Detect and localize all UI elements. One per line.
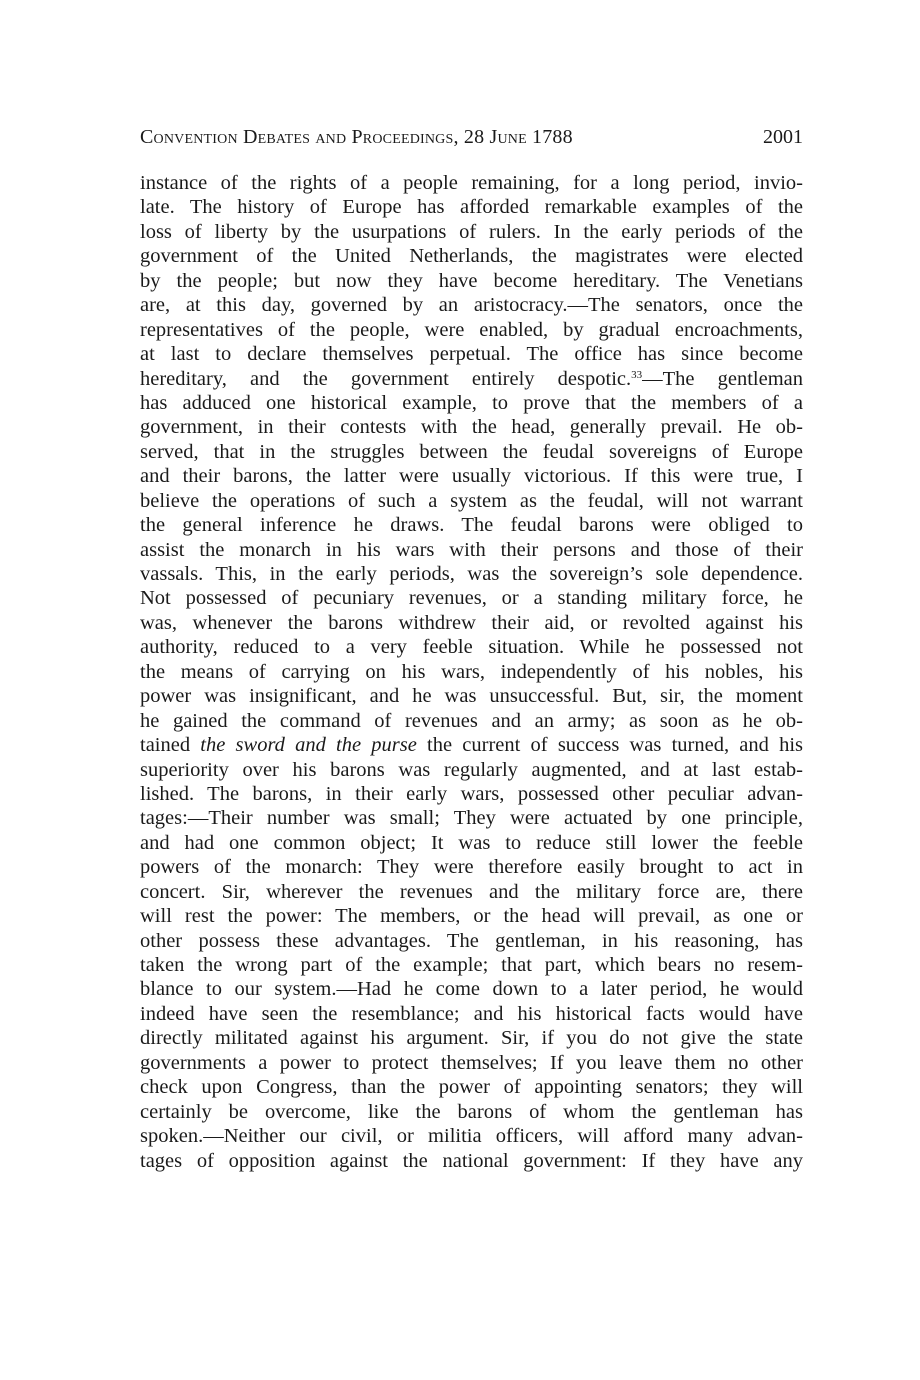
text-line: and their barons, the latter were usually victorious. If this were true, I (140, 465, 803, 488)
text-segment: tained (140, 734, 201, 757)
text-line: the means of carrying on his wars, independently of his nobles, his (140, 660, 803, 683)
text-line: taken the wrong part of the example; that part, which bears no resem- (140, 954, 803, 976)
text-line: assist the monarch in his wars with their persons and those of their (140, 538, 803, 561)
text-segment: the current of success was turned, and his (416, 734, 803, 757)
text-line: tages:—Their number was small; They were actuated by one principle, (140, 807, 803, 830)
text-line: certainly be overcome, like the barons of whom the gentleman has (140, 1100, 803, 1123)
footnote-reference: 33 (631, 368, 643, 381)
text-line: has adduced one historical example, to prove that the members of a (140, 391, 803, 414)
text-line: government, in their contests with the head, generally prevail. He ob- (140, 416, 803, 439)
text-line: authority, reduced to a very feeble situation. While he possessed not (140, 636, 803, 659)
text-line: lished. The barons, in their early wars, possessed other peculiar advan- (140, 782, 803, 805)
text-line: the general inference he draws. The feudal barons were obliged to (140, 514, 803, 537)
text-line: late. The history of Europe has afforded remarkable examples of the (140, 196, 803, 219)
text-line: other possess these advantages. The gentleman, in his reasoning, has (140, 929, 803, 952)
text-segment: hereditary, and the government entirely despotic. (140, 367, 632, 390)
text-line: superiority over his barons was regularly augmented, and at last estab- (140, 758, 803, 781)
italic-phrase: the sword and the purse (200, 734, 417, 757)
text-line: by the people; but now they have become hereditary. The Venetians (140, 269, 803, 292)
text-line: Not possessed of pecuniary revenues, or a standing military force, he (140, 587, 803, 610)
text-line: will rest the power: The members, or the head will prevail, as one or (140, 905, 803, 928)
text-line: was, whenever the barons withdrew their aid, or revolted against his (140, 611, 803, 634)
text-line: check upon Congress, than the power of appointing senators; they will (140, 1076, 803, 1099)
text-line: instance of the rights of a people remaining, for a long period, invio- (140, 172, 803, 194)
text-line (140, 733, 803, 757)
text-segment: —The gentleman (642, 367, 803, 390)
running-head-title: Convention Debates and Proceedings, 28 June 1788 (140, 126, 573, 148)
text-line: directly militated against his argument. Sir, if you do not give the state (140, 1027, 803, 1050)
text-line: at last to declare themselves perpetual. The office has since become (140, 343, 803, 366)
text-line: he gained the command of revenues and an army; as soon as he ob- (140, 709, 803, 732)
body-text (140, 171, 803, 1173)
text-line: blance to our system.—Had he come down to a later period, he would (140, 978, 803, 1001)
text-line: vassals. This, in the early periods, was the sovereign’s sole dependence. (140, 563, 803, 585)
text-line: representatives of the people, were enabled, by gradual encroachments, (140, 318, 803, 341)
text-line: loss of liberty by the usurpations of rulers. In the early periods of the (140, 220, 803, 243)
running-head (140, 122, 803, 152)
text-line: believe the operations of such a system as the feudal, will not warrant (140, 489, 803, 512)
text-line: government of the United Netherlands, the magistrates were elected (140, 245, 803, 268)
page-number: 2001 (763, 126, 803, 148)
text-line: governments a power to protect themselves; If you leave them no other (140, 1051, 803, 1074)
text-line: power was insignificant, and he was unsuccessful. But, sir, the moment (140, 685, 803, 708)
text-line: and had one common object; It was to reduce still lower the feeble (140, 831, 803, 854)
text-line: powers of the monarch: They were therefore easily brought to act in (140, 856, 803, 879)
text-line: spoken.—Neither our civil, or militia officers, will afford many advan- (140, 1125, 803, 1148)
text-line: served, that in the struggles between the feudal sovereigns of Europe (140, 440, 803, 463)
text-line: concert. Sir, wherever the revenues and the military force are, there (140, 880, 803, 903)
text-line: tages of opposition against the national government: If they have any (140, 1149, 803, 1172)
text-line (140, 367, 803, 391)
text-line: indeed have seen the resemblance; and his historical facts would have (140, 1002, 803, 1025)
text-line: are, at this day, governed by an aristocracy.—The senators, once the (140, 294, 803, 317)
